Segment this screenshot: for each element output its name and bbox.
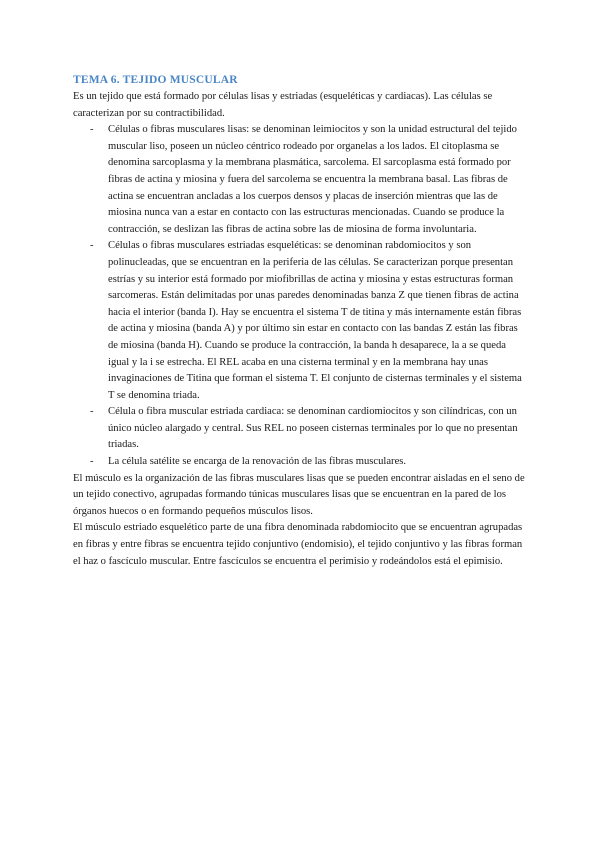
list-item-text: La célula satélite se encarga de la renovación de las fibras musculares. bbox=[108, 456, 407, 468]
list-item-cardiac-cells bbox=[90, 404, 529, 454]
list-item-text: Células o fibras musculares lisas: se denominan leimiocitos y son la unidad estructural del tejido muscular liso, poseen un núcleo céntrico rodeado por organelas a los lados. El citoplasma se denomina sarcoplasma y la membrana plasmática, sarcolema. El sarcoplasma está formado por fibras de actina y miosina y fuera del sarcolema se encuentra la membrana basal. Las fibras de actina se encuentran ancladas a los cuerpos densos y placas de inserción mientras que las de miosina nunca van a estar en contacto con las estructuras mencionadas. Cuando se produce la contracción, se deslizan las fibras de actina sobre las de miosina de forma involuntaria. bbox=[108, 124, 517, 235]
dash-bullet: - bbox=[90, 456, 94, 468]
list-item-text: Células o fibras musculares estriadas esqueléticas: se denominan rabdomiocitos y son polinucleadas, que se encuentran en la periferia de las células. Se caracterizan porque presentan estrías y su interior está formado por miofibrillas de actina y miosina y estas estructuras forman sarcomeras. Están delimitadas por unas paredes denominadas banza Z que tienen fibras de actina hacia el interior (banda I). Hay se encuentra el sistema T de titina y más internamente están fibras de actina y miosina (banda A) y por último sin estar en contacto con las bandas Z están las fibras de miosina (banda H). Cuando se produce la contracción, la banda h desaparece, la a se queda igual y la i se estrecha. El REL acaba en una cisterna terminal y en la membrana hay unas invaginaciones de Titina que forman el sistema T. El conjunto de cisternas terminales y el sistema T se denomina triada. bbox=[108, 240, 522, 401]
list-item-skeletal-cells bbox=[90, 238, 529, 404]
document-title: TEMA 6. TEJIDO MUSCULAR bbox=[73, 74, 238, 86]
list-item-smooth-cells bbox=[90, 122, 529, 238]
list-item-satellite-cell bbox=[90, 454, 529, 471]
document-page bbox=[73, 72, 529, 570]
smooth-muscle-paragraph: El músculo es la organización de las fibras musculares lisas que se pueden encontrar aisladas en el seno de un tejido conectivo, agrupadas formando túnicas musculares lisas que se encuentran en la pared de los órganos huecos o en formando pequeños músculos lisos. bbox=[73, 472, 525, 517]
intro-paragraph: Es un tejido que está formado por células lisas y estriadas (esqueléticas y cardiacas). Las células se caracterizan por su contractibilidad. bbox=[73, 91, 493, 119]
list-item-text: Célula o fibra muscular estriada cardiaca: se denominan cardiomiocitos y son cilíndricas, con un único núcleo alargado y central. Sus REL no poseen cisternas terminales por lo que no presentan triadas. bbox=[108, 406, 518, 451]
cell-types-list bbox=[73, 122, 529, 470]
dash-bullet: - bbox=[90, 124, 94, 136]
dash-bullet: - bbox=[90, 406, 94, 418]
dash-bullet: - bbox=[90, 240, 94, 252]
skeletal-muscle-paragraph: El músculo estriado esquelético parte de una fibra denominada rabdomiocito que se encuentran agrupadas en fibras y entre fibras se encuentra tejido conjuntivo (endomisio), el tejido conjuntivo y las fibras forman el haz o fascículo muscular. Entre fascículos se encuentra el perimisio y rodeándolos está el epimisio. bbox=[73, 522, 523, 567]
